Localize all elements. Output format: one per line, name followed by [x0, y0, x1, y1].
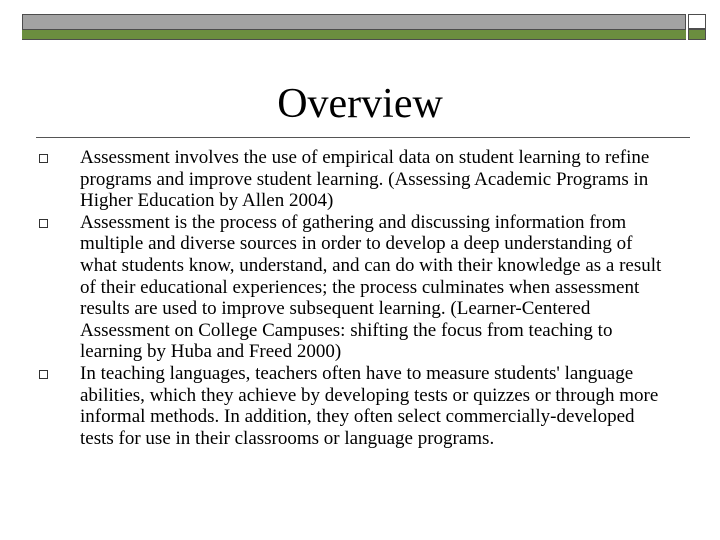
bullet-item: [0, 363, 670, 449]
bullet-list: [0, 147, 720, 449]
square-bullet-icon: [39, 154, 48, 163]
slide-title: Overview: [277, 81, 443, 127]
bullet-item: [0, 147, 670, 212]
square-bullet-icon: [39, 219, 48, 228]
bullet-text: Assessment is the process of gathering and discussing information from multiple and diverse sources in order to develop a deep understanding of what students know, understand, and can do with their knowledge as a result of their educational experiences; the process culminates when assessment results are used to improve subsequent learning. (Learner-Centered Assessment on College Campuses: shifting the focus from teaching to learning by Huba and Freed 2000): [80, 211, 662, 363]
bullet-text: In teaching languages, teachers often have to measure students' language abilities, which they achieve by developing tests or quizzes or through more informal methods. In addition, they often select commercially-developed tests for use in their classrooms or language programs.: [80, 362, 659, 449]
square-bullet-icon: [39, 370, 48, 379]
banner-corner-box-bottom: [688, 29, 706, 40]
title-divider: [36, 137, 690, 138]
header-banner-stripe: [22, 29, 686, 40]
bullet-text: Assessment involves the use of empirical data on student learning to refine programs and improve student learning. (Assessing Academic Programs in Higher Education by Allen 2004): [80, 147, 650, 212]
banner-corner-box-top: [688, 14, 706, 29]
bullet-item: [0, 212, 670, 363]
